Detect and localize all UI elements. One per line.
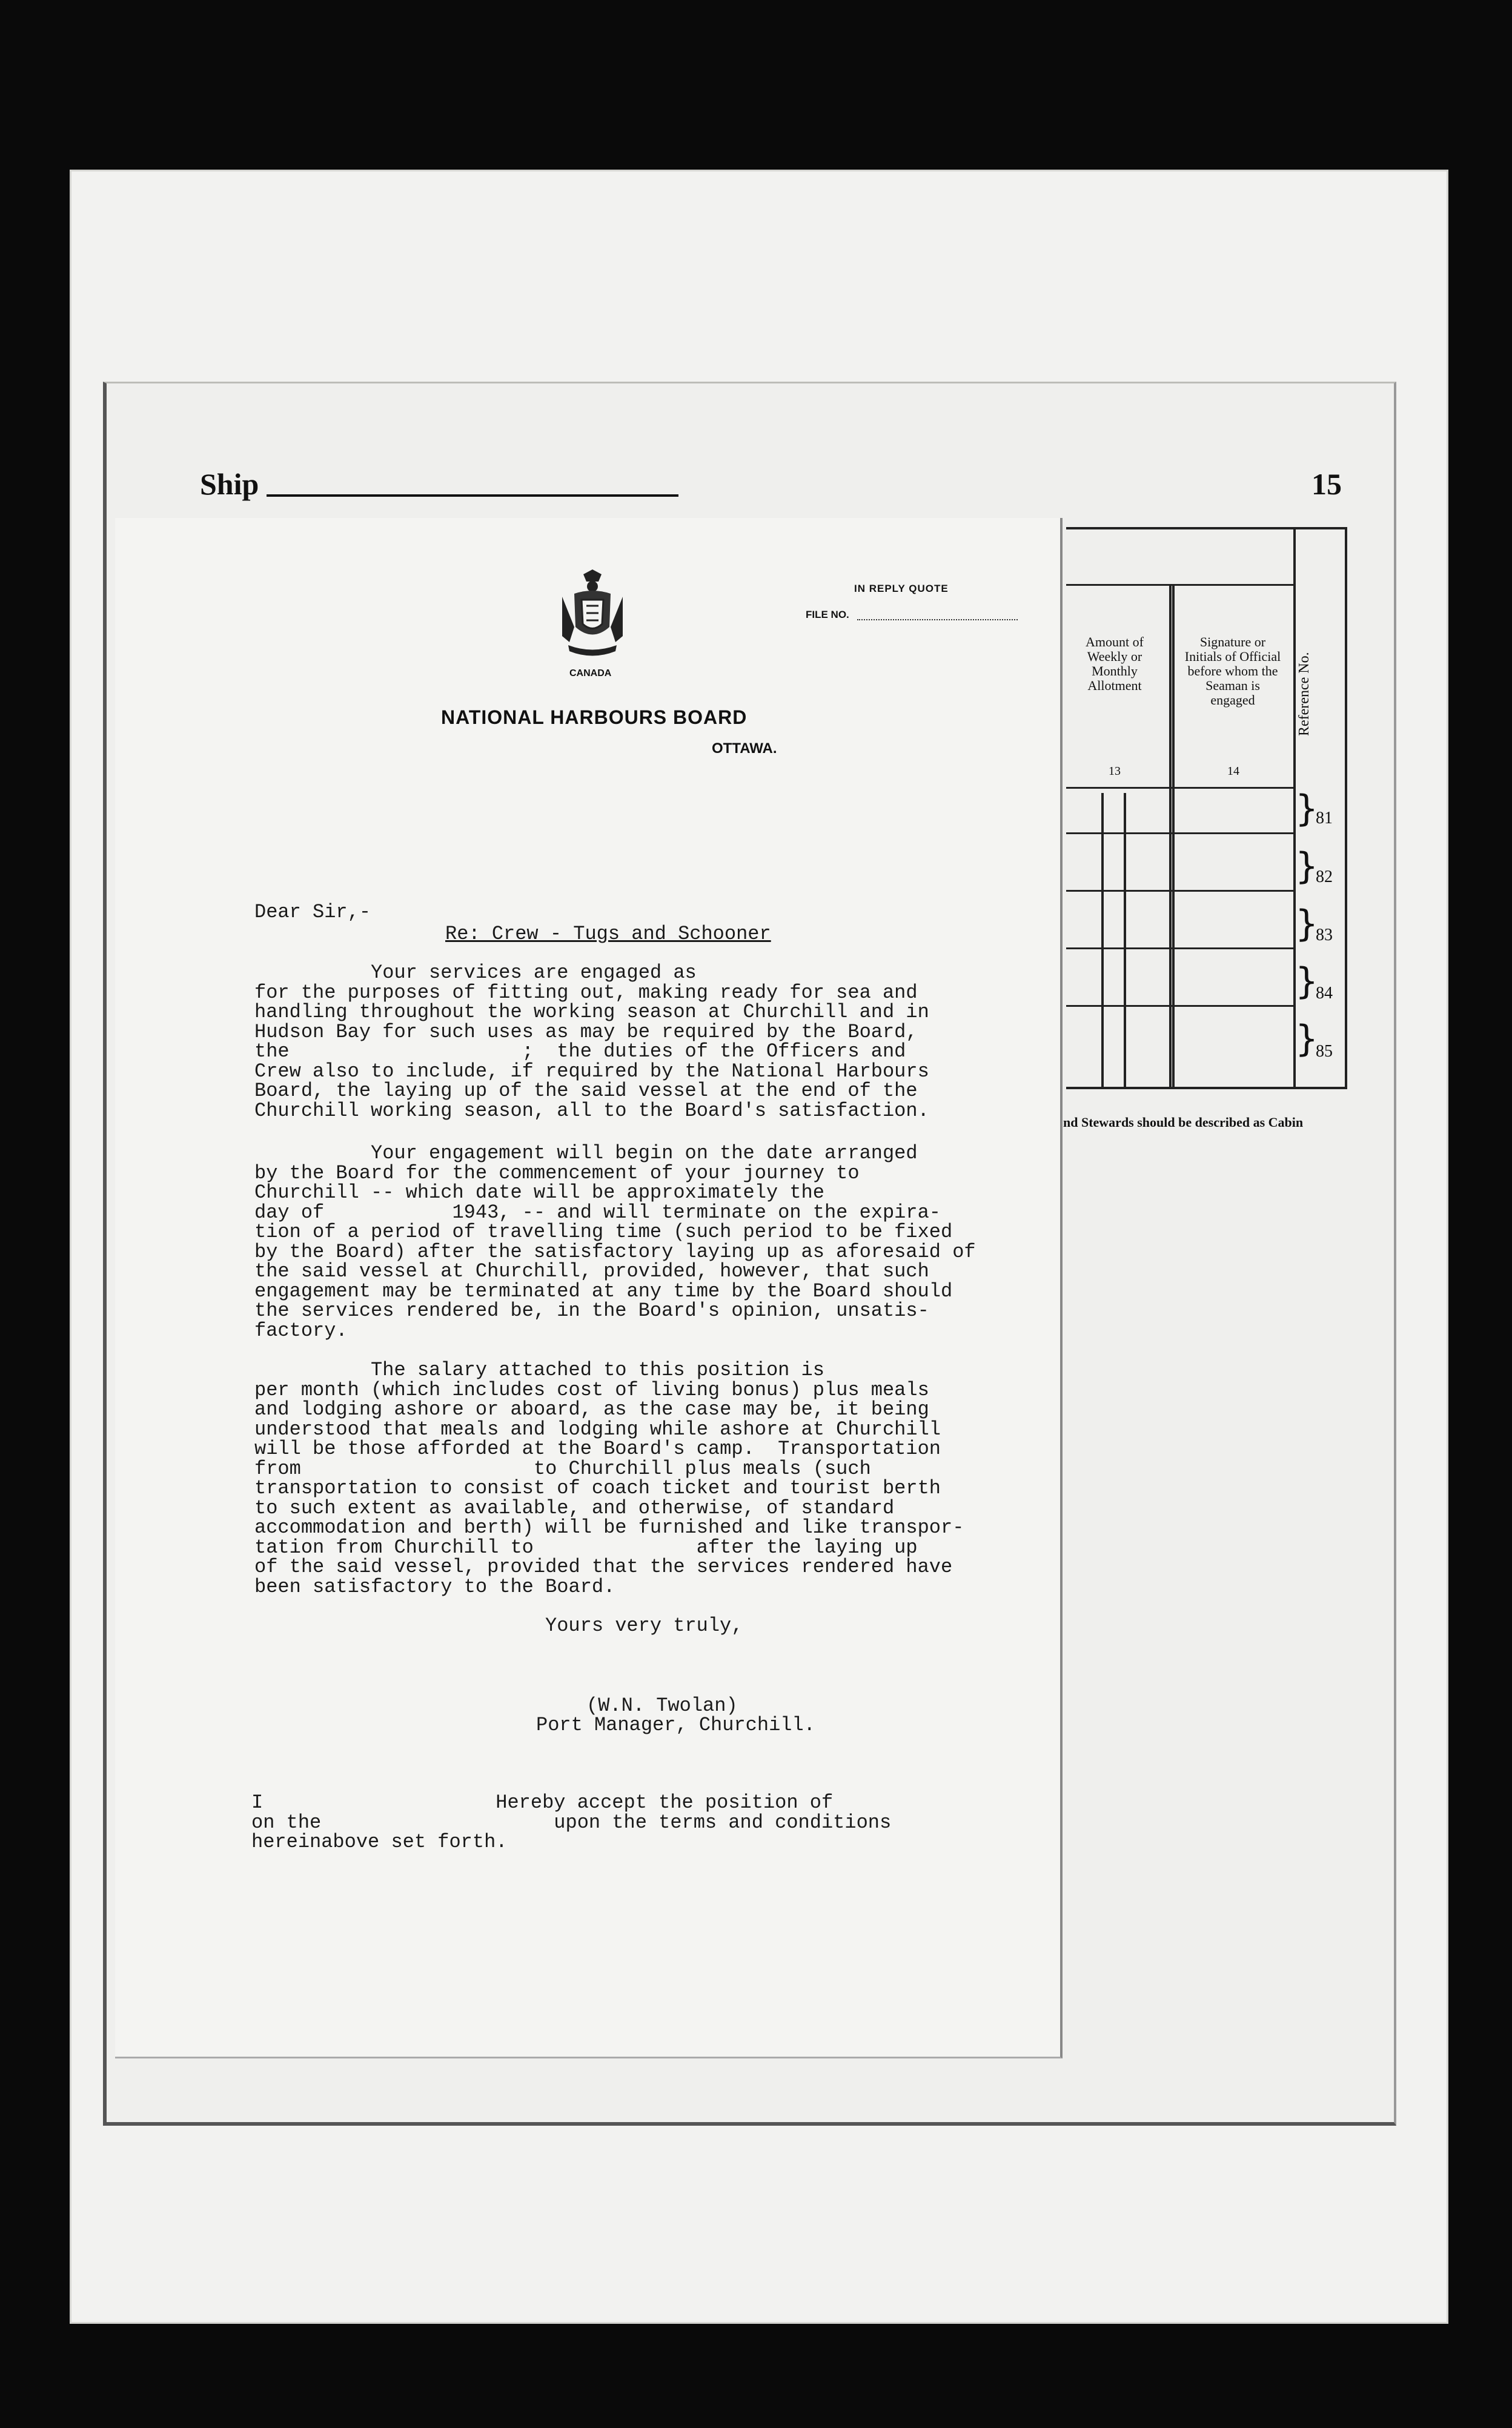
reference-number: 84 [1316,984,1333,1003]
organization-name: NATIONAL HARBOURS BOARD [441,706,748,728]
reference-number: 82 [1316,867,1333,886]
brace-icon: } [1295,845,1319,887]
brace-icon: } [1295,1018,1319,1060]
brace-icon: } [1295,788,1319,830]
file-no-label: FILE NO. [806,609,849,620]
column-header-allotment: Amount of Weekly or Monthly Allotment [1086,634,1144,693]
ship-name-line [267,494,678,497]
subject-line: Re: Crew - Tugs and Schooner [445,923,771,945]
ship-label: Ship [200,467,259,501]
crest-label: CANADA [569,668,612,678]
file-no-line [857,619,1018,620]
brace-icon: } [1295,960,1319,1003]
paragraph-2: Your engagement will begin on the date arranged by the Board for the commencement of your journey to Churchill -- which date will be approximately the day of 1943, -- and will terminate on the expira- tion of a period of travelling time (such period to be fixed by the Board) after the satisfactory laying up as aforesaid of the said vessel at Churchill, provided, however, that such engagement may be terminated at any time by the Board should the services rendered be, in the Board's opinion, unsatis- factory. [254,1142,976,1342]
reference-number: 83 [1316,926,1333,944]
column-header-signature: Signature or Initials of Official before whom the Seaman is engaged [1184,634,1281,708]
coat-of-arms-icon [556,569,629,660]
paragraph-3: The salary attached to this position is per month (which includes cost of living bonus) plus meals and lodging ashore or aboard, as the case may be, it being understood that meals and lodging while ashore at Churchill will be those afforded at the Board's camp. Transportation from to Churchill plus meals (such transportation to consist of coach ticket and tourist berth to such extent as available, and otherwise, of standard accommodation and berth) will be furnished and like transpor- tation from Churchill to after the laying up of the said vessel, provided that the services rendered have been satisfactory to the Board. [254,1359,964,1598]
city-name: OTTAWA. [712,740,777,757]
closing: Yours very truly, [545,1614,743,1637]
acceptance-text: I Hereby accept the position of on the upon the terms and conditions hereinabove set forth. [251,1791,892,1853]
column-number-14: 14 [1227,765,1239,778]
reply-quote-label: IN REPLY QUOTE [854,583,949,594]
signer-name: (W.N. Twolan) [586,1694,738,1717]
signer-title: Port Manager, Churchill. [536,1714,815,1736]
brace-icon: } [1295,903,1319,945]
page-number: 15 [1311,467,1342,501]
reference-number: 81 [1316,809,1333,828]
column-number-13: 13 [1109,765,1121,778]
paragraph-1: Your services are engaged as for the purposes of fitting out, making ready for sea and handling throughout the working season at Churchill and in Hudson Bay for such uses as may be required by the Board, the ; the duties of the Officers and Crew also to include, if required by the National Harbours Board, the laying up of the said vessel at the end of the Churchill working season, all to the Board's satisfaction. [254,961,929,1122]
reference-number: 85 [1316,1042,1333,1061]
reference-no-header: Reference No. [1296,652,1312,736]
ledger-footnote: nd Stewards should be described as Cabin [1063,1115,1304,1130]
salutation: Dear Sir,- [254,901,371,923]
